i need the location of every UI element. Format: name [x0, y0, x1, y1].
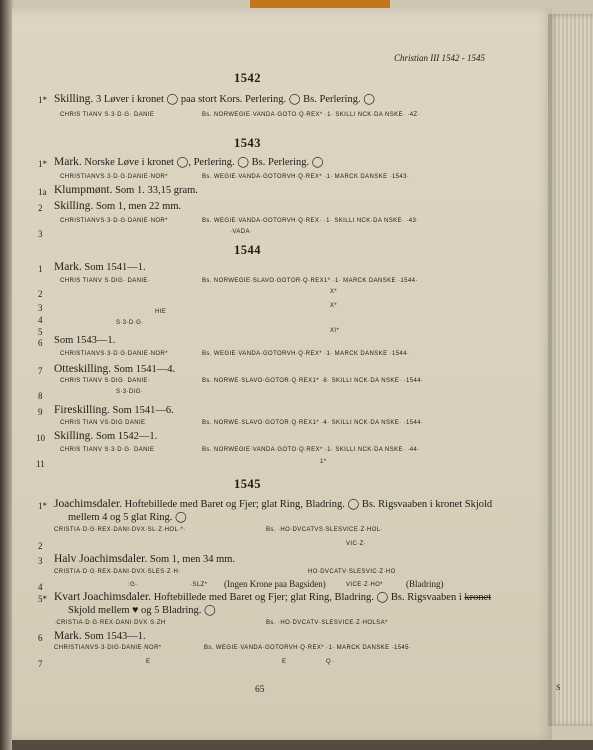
legend-variant: 1*	[320, 459, 327, 465]
legend-reverse: Bs. NORWE·SLAVO·GOTOR·Q·REX1* ·8· SKILLI NCK·DA NSKE· ·1544·	[202, 378, 424, 384]
entry-number: 5	[38, 327, 43, 337]
entry-number: 2	[38, 541, 43, 551]
entry-number: 3	[38, 556, 43, 566]
entry-number: 4	[38, 582, 43, 592]
entry-text	[54, 157, 324, 169]
coin-description: Som 1. 33,15 gram.	[112, 185, 198, 196]
legend-reverse: Bs. WEGIE·VANDA·GOTORVH·Q·REX* ·1· MARCK DANSKE ·1544·	[202, 351, 410, 357]
coin-description: Som 1, men 34 mm.	[147, 554, 236, 565]
year-heading-1543: 1543	[234, 136, 261, 150]
coin-description: Hoftebillede med Baret og Fjer; glat Ring, Bladring. ◯ Bs. Rigsvaaben i	[151, 592, 465, 603]
entry-text	[54, 201, 181, 213]
legend-variant: E	[146, 659, 151, 665]
entry-continuation: mellem 4 og 5 glat Ring. ◯	[68, 512, 187, 523]
legend-obverse: CRISTIA·D·G·REX·DANI·DVX·SLES·Z·H·	[54, 569, 181, 575]
catalog-page	[12, 8, 552, 740]
legend-variant: VICE·Z·HO*	[346, 582, 383, 588]
book-bottom-edge	[12, 740, 593, 750]
legend-obverse: CHRIS TIAN VS·DIG DANIE	[60, 420, 146, 426]
entry-number: 11	[36, 459, 45, 469]
entry-number: 6	[38, 633, 43, 643]
entry-number: 1*	[38, 159, 47, 169]
legend-reverse: Bs. WEGIE·VANDA·GOTORVH·Q·REX* ·1· MARCK DANSKE ·1545·	[204, 645, 412, 651]
entry-text	[54, 631, 146, 643]
entry-text	[54, 185, 198, 197]
legend-obverse: CHRIS TIANV S·3·D·G· DANIE	[60, 447, 155, 453]
entry-text	[54, 364, 175, 376]
coin-name: Mark.	[54, 156, 82, 168]
entry-number: 7	[38, 659, 43, 669]
legend-variant: S·3·DIG·	[116, 389, 144, 395]
coin-name: Kvart Joachimsdaler.	[54, 591, 152, 603]
coin-description: Hoftebillede med Baret og Fjer; glat Ring, Bladring. ◯ Bs. Rigsvaaben i kronet Skjold	[122, 499, 493, 510]
coin-description: Som 1541—6.	[109, 405, 174, 416]
legend-obverse: CHRISTIANVS·3·D·G·DANIE·NOR*	[60, 218, 168, 224]
legend-variant: S·3·D·G·	[116, 320, 144, 326]
variant-note: (Ingen Krone paa Bagsiden)	[224, 579, 326, 589]
entry-text	[54, 405, 174, 417]
entry-number: 5*	[38, 594, 47, 604]
entry-number: 7	[38, 366, 43, 376]
entry-number: 9	[38, 407, 43, 417]
coin-name: Skilling.	[54, 93, 94, 105]
legend-reverse: Bs. NORWEGIE·VANDA·GOTO·Q·REX* ·1· SKILLI NCK·DA NSKE· ·44·	[202, 447, 420, 453]
page-stack-edge	[548, 14, 593, 726]
legend-obverse: CHRIS TIANV S·3·D·G· DANIE	[60, 112, 155, 118]
entry-text	[54, 94, 375, 106]
variant-note: (Bladring)	[406, 579, 444, 589]
entry-text: Som 1543—1.	[54, 335, 116, 346]
legend-variant: VIC·Z·	[346, 541, 367, 547]
year-heading-1542: 1542	[234, 71, 261, 85]
legend-obverse: CHRISTIANVS·3·D·G·DANIE·NOR*	[60, 351, 168, 357]
entry-number: 3	[38, 229, 43, 239]
legend-variant: :G·	[128, 582, 138, 588]
entry-continuation: Skjold mellem ♥ og 5 Bladring. ◯	[68, 605, 216, 616]
coin-name: Skilling.	[54, 430, 94, 442]
legend-obverse: ·CRISTIA·D·G·REX·DANI·DVX·S·ZH	[54, 620, 166, 626]
legend-obverse: CHRIS TIANV S·DIG· DANIE·	[60, 278, 151, 284]
legend-obverse: CHRIS TIANV S·DIG· DANIE·	[60, 378, 151, 384]
entry-number: 1*	[38, 95, 47, 105]
coin-name: Joachimsdaler.	[54, 498, 123, 510]
legend-variant: XI*	[330, 328, 340, 334]
coin-name: Klumpmønt.	[54, 184, 113, 196]
legend-variant: Q·	[326, 659, 334, 665]
coin-description: 3 Løver i kronet ◯ paa stort Kors. Perlering. ◯ Bs. Perlering. ◯	[93, 94, 375, 105]
entry-text	[54, 431, 157, 443]
coin-description: Som 1541—1.	[81, 262, 146, 273]
struck-word: kronet	[464, 592, 492, 603]
running-header: Christian III 1542 - 1545	[394, 53, 485, 63]
legend-reverse: Bs. NORWEGIE·VANDA·GOTO·Q·REX* ·1· SKILLI NCK·DA NSKE· ·4Z·	[202, 112, 420, 118]
entry-number: 4	[38, 315, 43, 325]
legend-reverse: ·VADA·	[230, 229, 253, 235]
legend-variant: X*	[330, 303, 338, 309]
entry-number: 6	[38, 338, 43, 348]
year-heading-1545: 1545	[234, 477, 261, 491]
coin-name: Halv Joachimsdaler.	[54, 553, 148, 565]
coin-description: Som 1543—1.	[81, 631, 146, 642]
legend-reverse: Bs. ·HO·DVCATVS·SLESVICE·Z·HOL·	[266, 527, 383, 533]
legend-reverse: HO·DVCATV·SLESVIC·Z·HO	[308, 569, 396, 575]
coin-description: Som 1542—1.	[93, 431, 158, 442]
coin-name: Fireskilling.	[54, 404, 110, 416]
entry-text	[54, 554, 235, 566]
entry-number: 1	[38, 264, 43, 274]
legend-obverse: CHRISTIANVS·3·D·G·DANIE·NOR*	[60, 174, 168, 180]
page-number: 65	[255, 685, 265, 695]
legend-reverse: Bs. ·HO·DVCATV·SLESVICE·Z·HOLSA*	[266, 620, 388, 626]
coin-description: Som 1541—4.	[111, 364, 176, 375]
legend-variant: X*	[330, 289, 338, 295]
entry-number: 10	[36, 433, 45, 443]
entry-number: 3	[38, 303, 43, 313]
coin-name: Skilling.	[54, 200, 94, 212]
coin-description: Som 1, men 22 mm.	[93, 201, 182, 212]
legend-variant: E	[282, 659, 287, 665]
entry-number: 1a	[38, 187, 47, 197]
side-mark: S	[556, 683, 561, 692]
coin-name: Mark.	[54, 630, 82, 642]
coin-name: Otteskilling.	[54, 363, 112, 375]
entry-text	[54, 262, 146, 274]
year-heading-1544: 1544	[234, 243, 261, 257]
entry-text	[54, 592, 491, 604]
legend-reverse: Bs. NORWE·SLAVO·GOTOR·Q·REX1* ·4· SKILLI NCK·DA NSKE· ·1544·	[202, 420, 424, 426]
entry-number: 1*	[38, 501, 47, 511]
coin-description: Norske Løve i kronet ◯, Perlering. ◯ Bs. Perlering. ◯	[81, 157, 324, 168]
coin-name: Mark.	[54, 261, 82, 273]
entry-number: 2	[38, 289, 43, 299]
legend-obverse: CRISTIA·D·G·REX·DANI·DVX·SL·Z·HOL·*·	[54, 527, 186, 533]
legend-variant: HIE	[155, 309, 167, 315]
entry-number: 2	[38, 203, 43, 213]
legend-variant: ·SLZ*	[190, 582, 208, 588]
legend-reverse: Bs. WEGIE·VANDA·GOTORVH·Q·REX* ·1· MARCK DANSKE ·1543·	[202, 174, 410, 180]
entry-text	[54, 499, 492, 511]
legend-reverse: Bs. WEGIE·VANDA·GOTORVH·Q·REX· ·1· SKILLI NCK·DA NSKE· ·43·	[202, 218, 419, 224]
entry-number: 8	[38, 391, 43, 401]
legend-reverse: Bs. NORWEGIE·SLAVO·GOTOR·Q·REX1* ·1· MARCK DANSKE ·1544·	[202, 278, 418, 284]
legend-obverse: CHRISTIANVS·3·DIG·DANIE·NOR*	[54, 645, 162, 651]
